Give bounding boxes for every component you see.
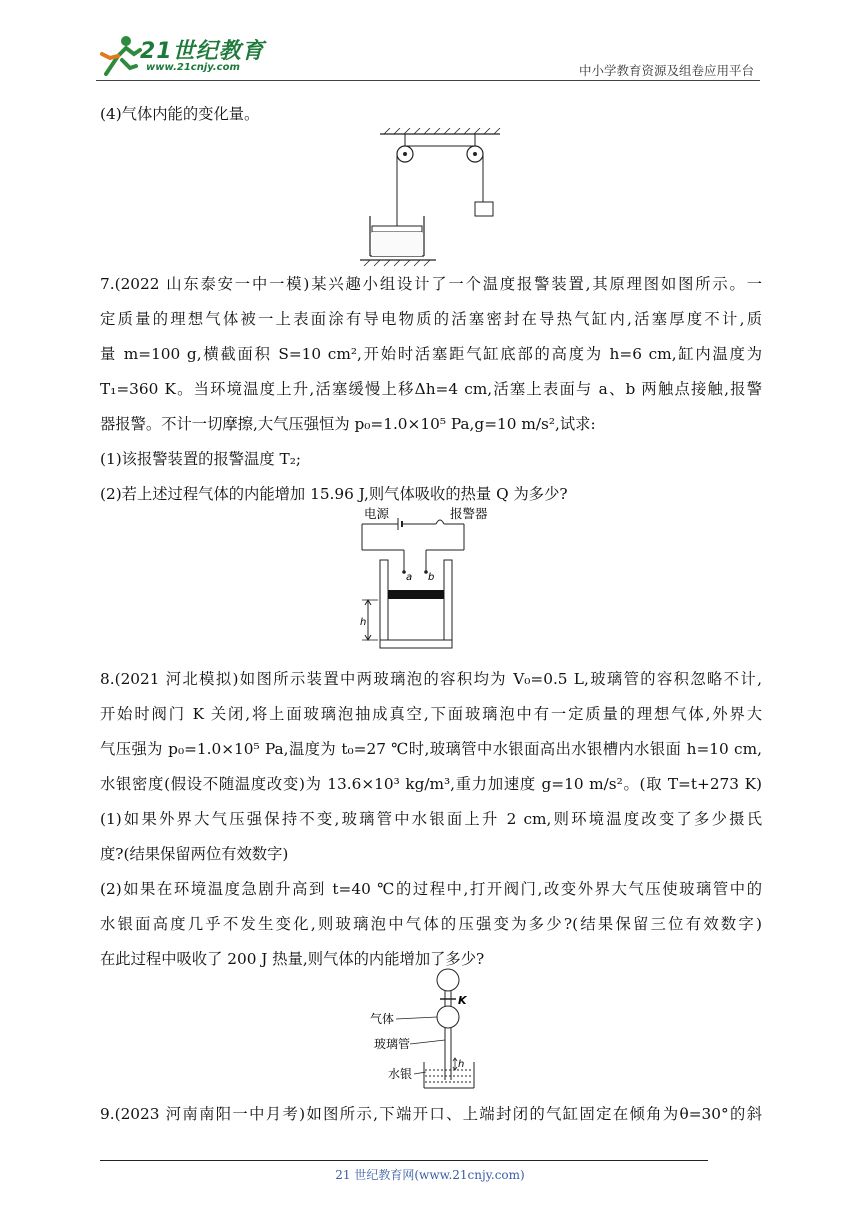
mercury-label: 水银 — [388, 1067, 413, 1081]
q8-part2: (2)如果在环境温度急剧升高到 t=40 ℃的过程中,打开阀门,改变外界大气压使玻璃管中的 — [100, 880, 762, 898]
q8-part1: (1)如果外界大气压强保持不变,玻璃管中水银面上升 2 cm,则环境温度改变了多少摄氏 — [100, 810, 762, 828]
contact-a-label: a — [406, 572, 413, 583]
platform-title: 中小学教育资源及组卷应用平台 — [578, 63, 754, 78]
contact-b-label: b — [428, 572, 435, 583]
q8-stem: 8.(2021 河北模拟)如图所示装置中两玻璃泡的容积均为 V₀=0.5 L,玻璃管的容积忽略不计, 开始时阀门 K 关闭,将上面玻璃泡抽成真空,下面玻璃泡中有一定质量的理想气体,外界大 气压强为 p₀=1.0×10⁵ Pa,温度为 t₀=27 ℃时,玻璃管中水银面高出水银槽内水银面 h=10 cm, 水银密度(假设不随温度改变)为 13.6×10³ kg/m³,重力加速度 g=10 m/s²。(取 T=t+273 K) (1)如果外界大气压强保持不变,玻璃管中水银面上升 2 cm,则环境温度改变了多少摄氏 度?(结果保留两位有效数字) (2)如果在环境温度急剧升高到 t=40 ℃的过程中,打开阀门,改变外界大气压使玻璃管中的 水银面高度几乎不发生变化,则玻璃泡中气体的压强变为多少?(结果保留三位有效数字) 在此过程中吸收了 200 J 热量,则气体的内能增加了多少? — [100, 670, 762, 968]
footer-divider — [100, 1160, 708, 1161]
site-logo — [96, 34, 266, 76]
height-label: h — [360, 617, 367, 628]
runner-logo-icon — [96, 34, 142, 76]
logo-text: 21世纪教育 — [140, 39, 265, 64]
q7-part1: (1)该报警装置的报警温度 T₂; — [100, 450, 301, 468]
gas-label: 气体 — [370, 1012, 395, 1026]
header-divider — [96, 80, 760, 81]
mercury-height-label: h — [458, 1059, 465, 1070]
tube-label: 玻璃管 — [374, 1037, 411, 1051]
glass-bulb-figure — [370, 968, 490, 1094]
logo-url: www.21cnjy.com — [146, 62, 240, 73]
alarm-figure — [352, 500, 502, 654]
page-footer: 21 世纪教育网(www.21cnjy.com) — [335, 1168, 525, 1182]
alarm-label: 报警器 — [450, 506, 488, 521]
valve-label: K — [458, 994, 467, 1007]
q7-stem: 7.(2022 山东泰安一中一模)某兴趣小组设计了一个温度报警装置,其原理图如图所示。一 定质量的理想气体被一上表面涂有导电物质的活塞密封在导热气缸内,活塞厚度不计,质 量 m=100 g,横截面积 S=10 cm²,开始时活塞距气缸底部的高度为 h=6 cm,缸内温度为 T₁=360 K。当环境温度上升,活塞缓慢上移Δh=4 cm,活塞上表面与 a、b 两触点接触,报警 器报警。不计一切摩擦,大气压强恒为 p₀=1.0×10⁵ Pa,g=10 m/s²,试求: (1)该报警装置的报警温度 T₂; (2)若上述过程气体的内能增加 15.96 J,则气体吸收的热量 Q 为多少? — [100, 267, 762, 512]
page-header — [96, 30, 760, 82]
pulley-figure — [360, 128, 510, 272]
q9-stem: 9.(2023 河南南阳一中月考)如图所示,下端开口、上端封闭的气缸固定在倾角为θ=30°的斜 — [100, 1105, 762, 1123]
q6-part4: (4)气体内能的变化量。 — [100, 105, 260, 123]
q7-part2: (2)若上述过程气体的内能增加 15.96 J,则气体吸收的热量 Q 为多少? — [100, 485, 568, 503]
alarm-bell-icon — [436, 520, 444, 524]
power-label: 电源 — [364, 506, 390, 521]
